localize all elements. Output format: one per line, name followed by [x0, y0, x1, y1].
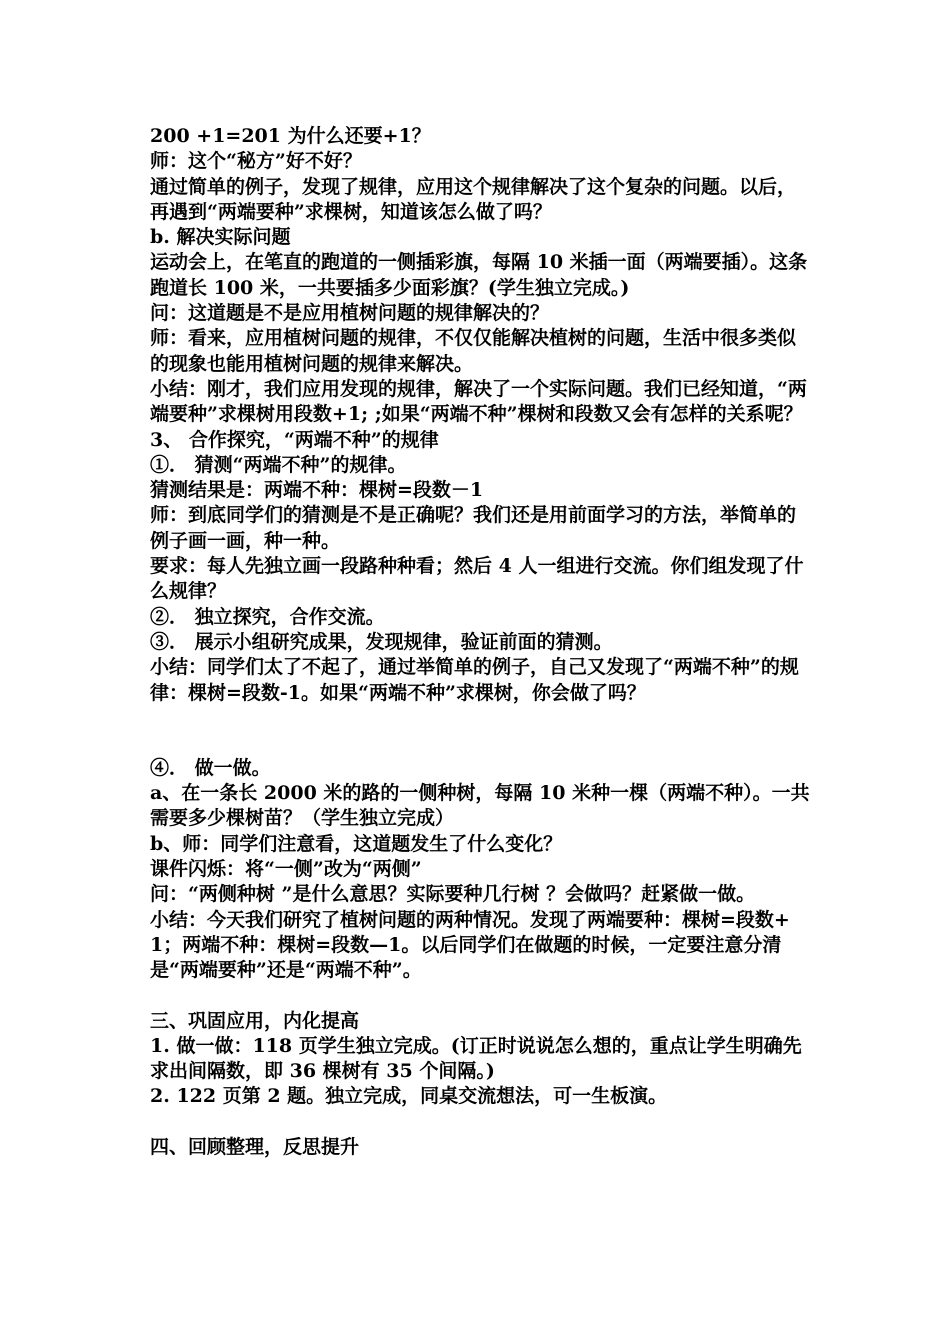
text-line-6: 问：这道题是不是应用植树问题的规律解决的？: [150, 302, 550, 325]
text-line-18: a、在一条长 2000 米的路的一侧种树，每隔 10 米种一棵（两端不种）。一共需要多少棵树苗？（学生独立完成）: [150, 782, 810, 830]
text-line-8: 小结：刚才，我们应用发现的规律，解决了一个实际问题。我们已经知道，“两端要种”求棵树用段数+1; ;如果“两端不种”棵树和段数又会有怎样的关系呢？: [150, 377, 807, 426]
text-line-17: ④． 做一做。: [150, 756, 271, 779]
section-heading-4: 四、回顾整理，反思提升: [150, 1135, 360, 1158]
text-line-7: 师：看来，应用植树问题的规律，不仅仅能解决植树的问题，生活中很多类似的现象也能用植树问题的规律来解决。: [150, 327, 797, 375]
text-line-24: 1. 做一做：118 页学生独立完成。(订正时说说怎么想的，重点让学生明确先求出间隔数，即 36 棵树有 35 个间隔。): [150, 1034, 802, 1083]
text-line-5: 运动会上，在笔直的跑道的一侧插彩旗，每隔 10 米插一面（两端要插）。这条跑道长 100 米，一共要插多少面彩旗？(学生独立完成。): [150, 251, 808, 299]
text-line-21: 问：“两侧种树 ”是什么意思？实际要种几行树 ？会做吗？赶紧做一做。: [150, 883, 756, 906]
text-line-4: b. 解决实际问题: [150, 226, 291, 249]
text-line-22: 小结：今天我们研究了植树问题的两种情况。发现了两端要种：棵树=段数+1；两端不种：棵树=段数—1。以后同学们在做题的时候，一定要注意分清是“两端要种”还是“两端不种”。: [150, 908, 790, 982]
spacer: [144, 1110, 814, 1135]
text-line-13: 要求：每人先独立画一段路种种看；然后 4 人一组进行交流。你们组发现了什么规律？: [150, 555, 804, 603]
text-line-15: ③． 展示小组研究成果，发现规律，验证前面的猜测。: [150, 630, 613, 653]
text-line-1: 200 +1=201 为什么还要+1？: [150, 125, 431, 147]
text-line-2: 师：这个“秘方”好不好？: [150, 150, 362, 173]
section-heading-3: 三、巩固应用，内化提高: [150, 1009, 360, 1032]
text-line-11: 猜测结果是：两端不种：棵树=段数－1: [150, 479, 484, 502]
text-line-3: 通过简单的例子，发现了规律，应用这个规律解决了这个复杂的问题。以后，再遇到“两端要种”求棵树，知道该怎么做了吗？: [150, 175, 797, 223]
text-line-19: b、师：同学们注意看，这道题发生了什么变化？: [150, 832, 563, 855]
text-line-16: 小结：同学们太了不起了，通过举简单的例子，自己又发现了“两端不种”的规律：棵树=段数-1。如果“两端不种”求棵树，你会做了吗？: [150, 656, 799, 704]
text-line-9: 3、 合作探究，“两端不种”的规律: [150, 428, 439, 451]
text-line-25: 2. 122 页第 2 题。独立完成，同桌交流想法，可一生板演。: [150, 1085, 668, 1108]
spacer: [144, 706, 814, 756]
text-line-10: ①． 猜测“两端不种”的规律。: [150, 453, 407, 476]
spacer: [144, 984, 814, 1009]
text-line-14: ②． 独立探究，合作交流。: [150, 605, 385, 628]
text-line-12: 师：到底同学们的猜测是不是正确呢？我们还是用前面学习的方法，举简单的例子画一画，种一种。: [150, 504, 797, 552]
text-line-20: 课件闪烁：将“一侧”改为“两侧”: [150, 858, 422, 881]
document-body: [144, 124, 814, 1160]
